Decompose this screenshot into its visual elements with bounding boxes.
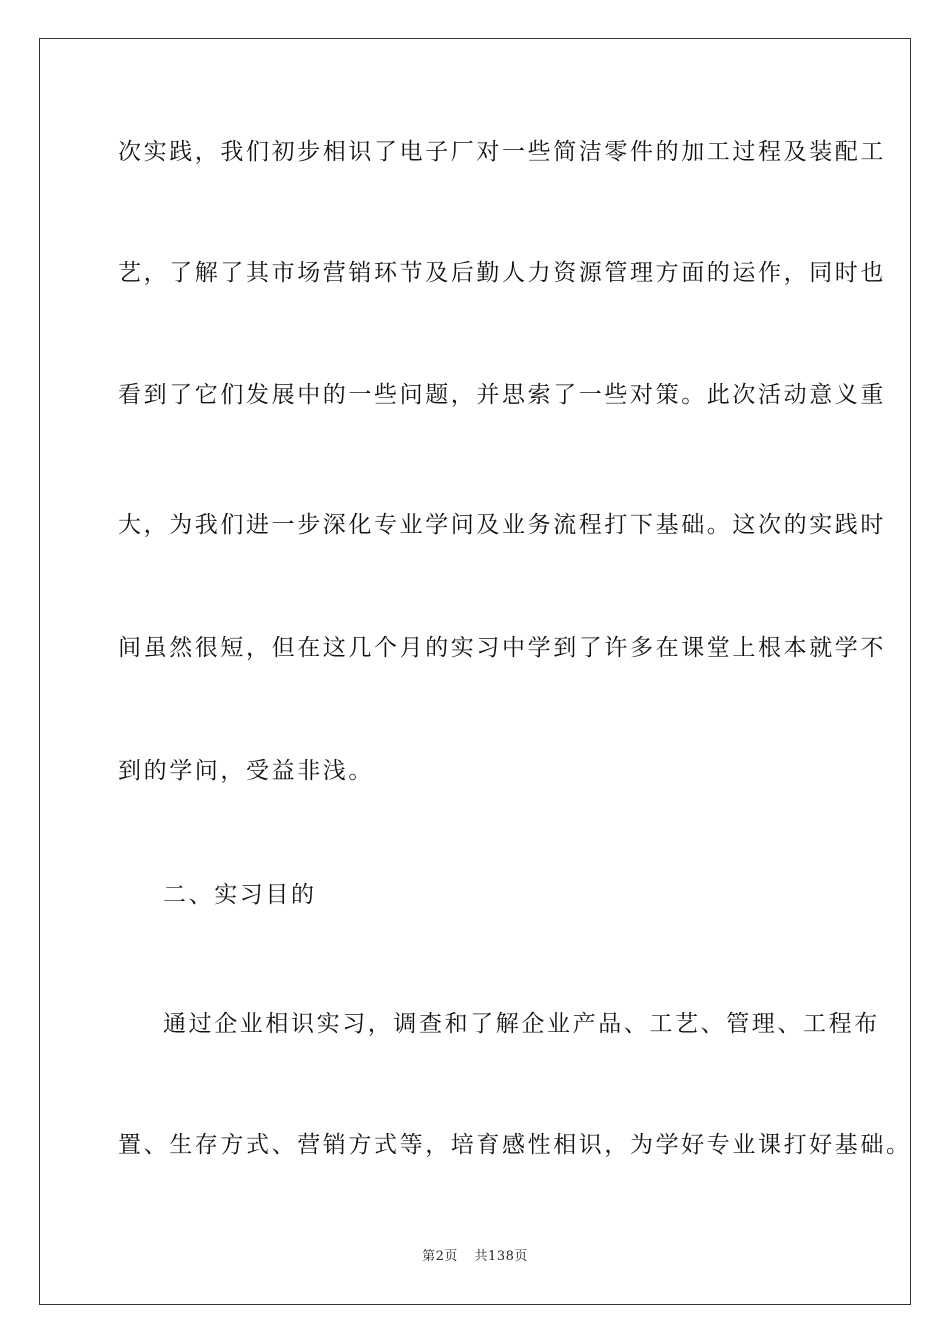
section-heading: 二、实习目的: [163, 882, 317, 908]
page-frame: [39, 38, 911, 1305]
total-pages: 共138页: [474, 1249, 528, 1264]
body-text-line: 次实践，我们初步相识了电子厂对一些简洁零件的加工过程及装配工: [118, 139, 886, 165]
page-number: 第2页: [422, 1249, 458, 1264]
body-text-line: 大，为我们进一步深化专业学问及业务流程打下基础。这次的实践时: [118, 512, 886, 538]
body-text-line: 置、生存方式、营销方式等，培育感性相识，为学好专业课打好基础。: [118, 1132, 912, 1158]
body-text-line: 看到了它们发展中的一些问题，并思索了一些对策。此次活动意义重: [118, 382, 886, 408]
body-text-line: 通过企业相识实习，调查和了解企业产品、工艺、管理、工程布: [163, 1011, 880, 1037]
body-text-line: 到的学问，受益非浅。: [118, 758, 374, 784]
body-text-line: 艺，了解了其市场营销环节及后勤人力资源管理方面的运作，同时也: [118, 260, 886, 286]
page-footer: [0, 1245, 950, 1264]
body-text-line: 间虽然很短，但在这几个月的实习中学到了许多在课堂上根本就学不: [118, 635, 886, 661]
